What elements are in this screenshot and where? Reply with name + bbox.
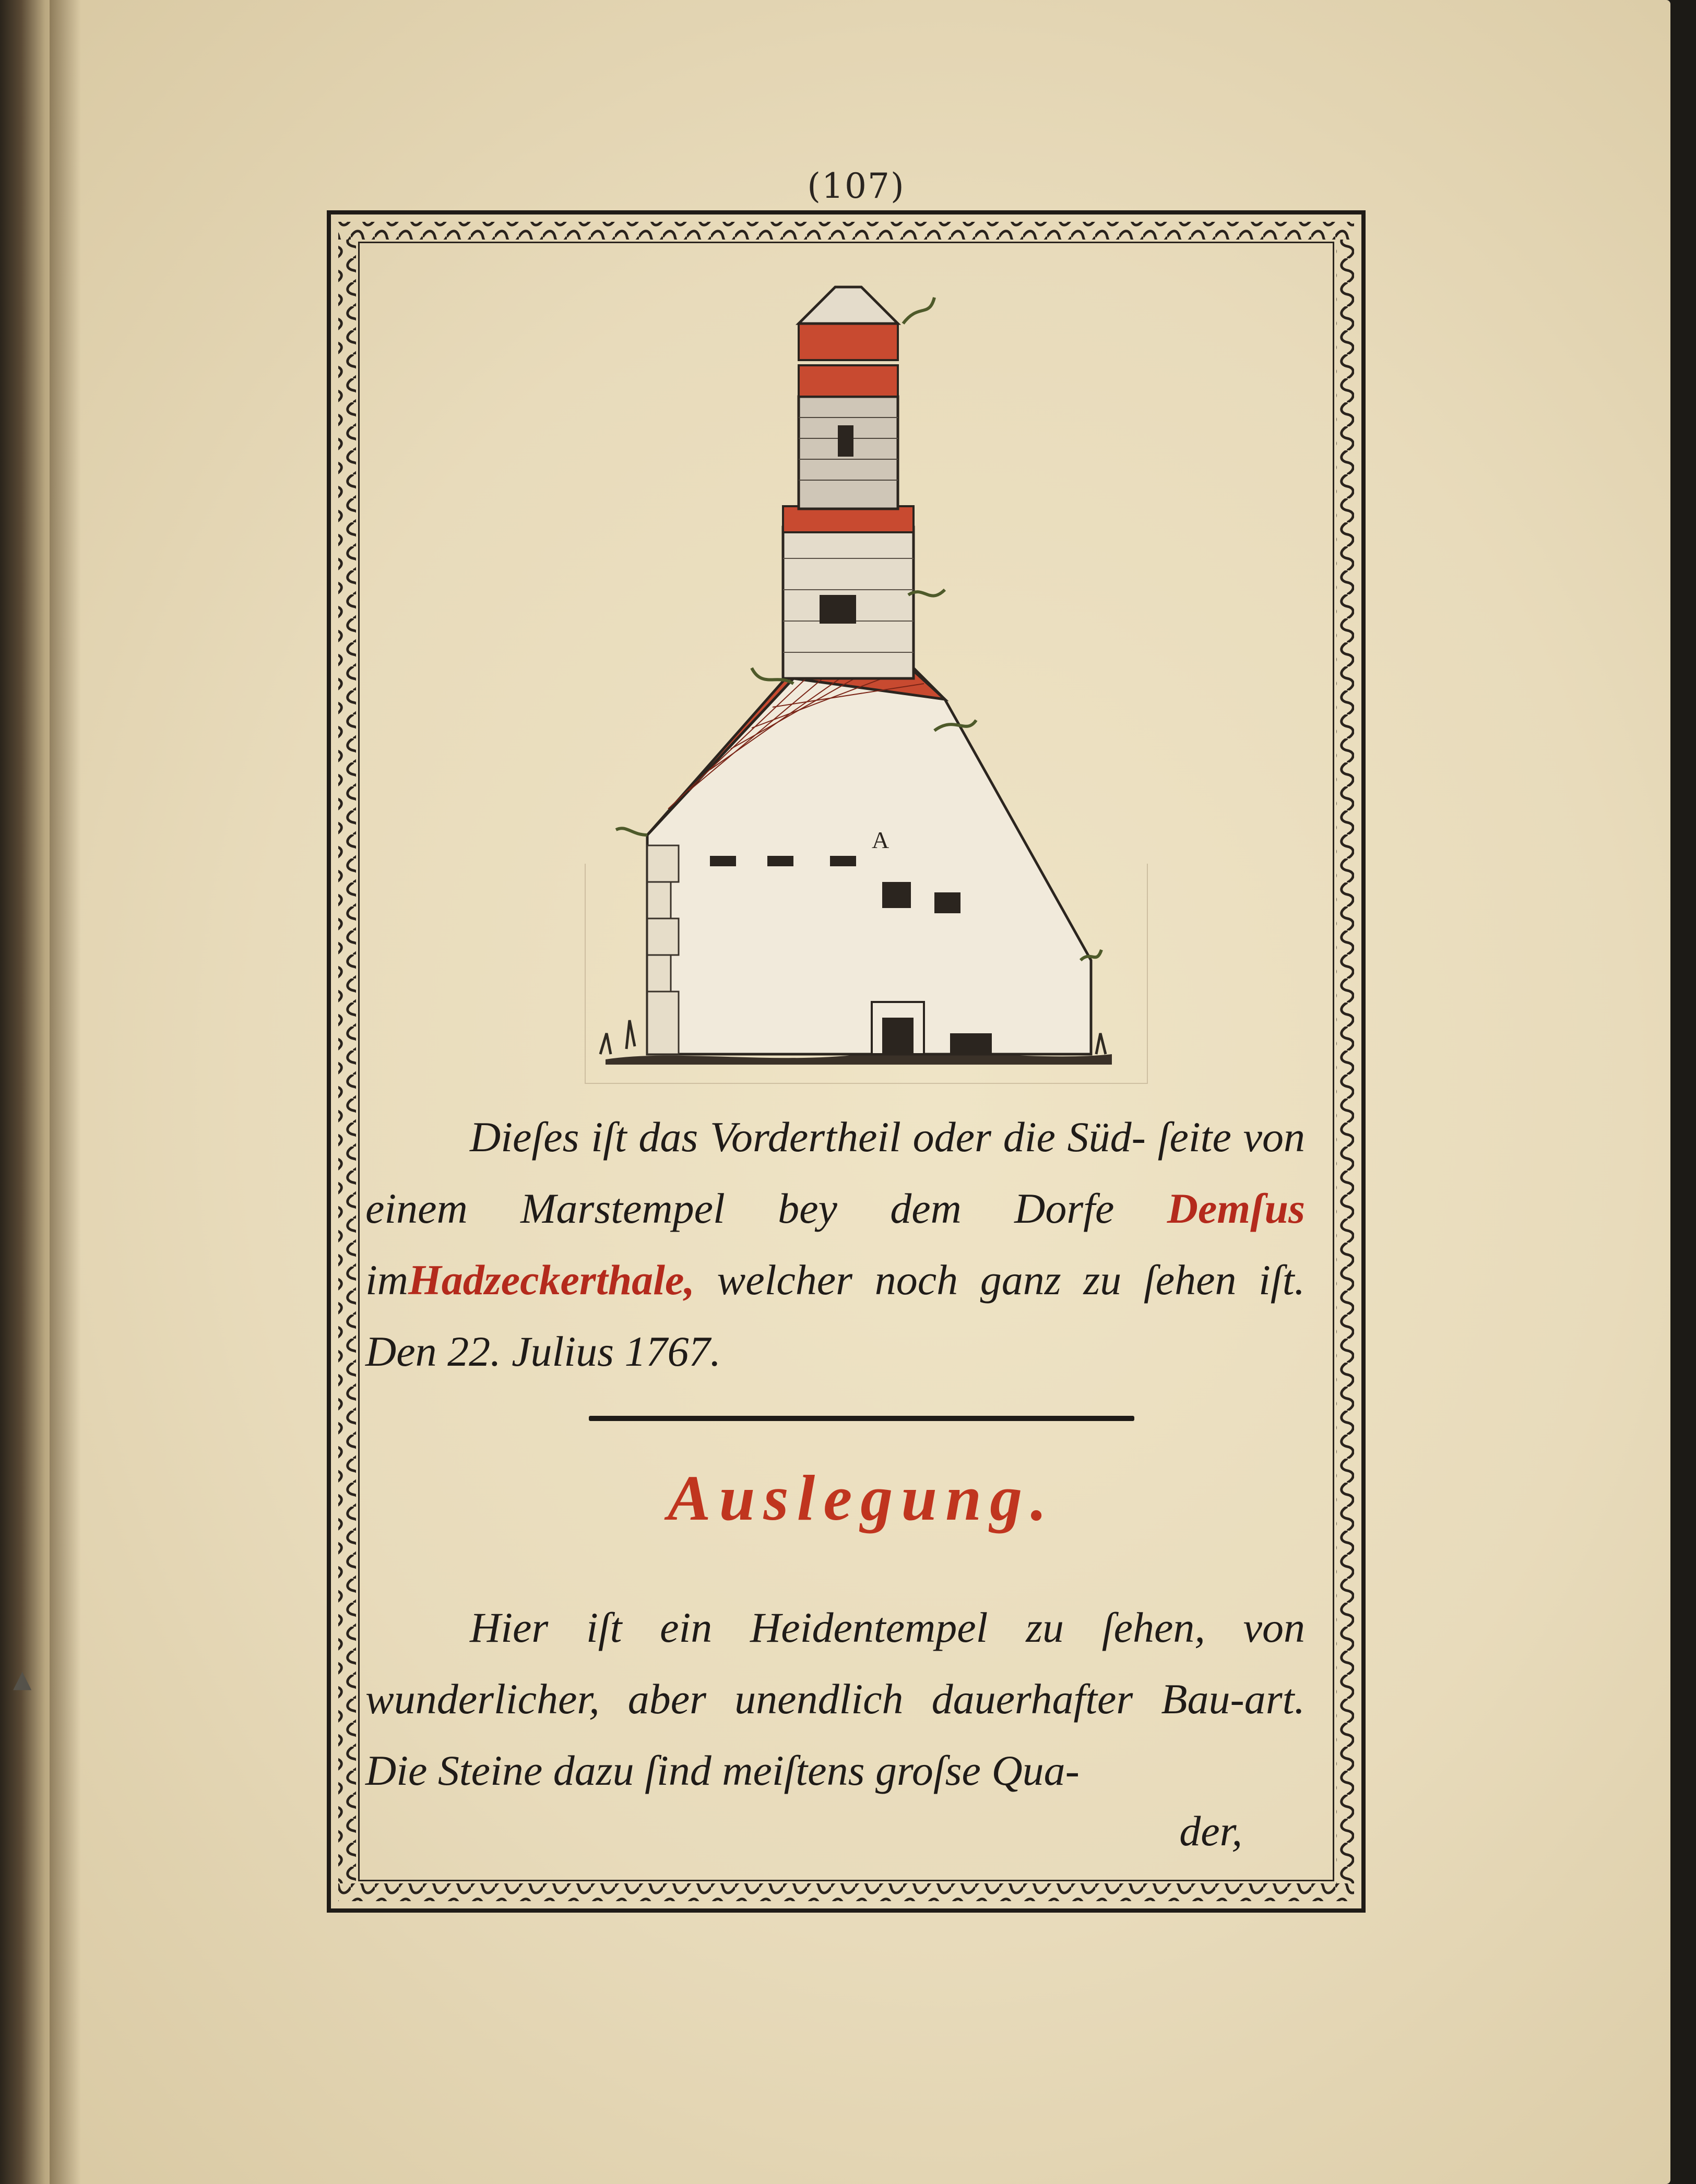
plate-caption [365, 1101, 1305, 1387]
body-paragraph [365, 1592, 1305, 1806]
section-divider [589, 1416, 1134, 1421]
plate-label: A [872, 827, 889, 853]
catchword: der, [1179, 1807, 1242, 1855]
left-edge-mark-icon: ▲ [13, 1665, 32, 1693]
place-name-hadzeckerthal: Hadzeckerthale, [408, 1256, 695, 1304]
caption-text-1: Dieſes iſt das Vordertheil oder die Süd- ſeite von einem Marstempel bey dem Dorfe [365, 1113, 1305, 1232]
caption-connector: im [365, 1256, 408, 1304]
place-name-demsus: Demſus [1167, 1185, 1305, 1232]
section-heading: Auslegung. [667, 1462, 1055, 1534]
caption-text-2: welcher noch ganz zu ſehen iſt. Den 22. Julius 1767. [365, 1256, 1305, 1375]
temple-engraving [569, 282, 1143, 1091]
page-number: (107) [807, 166, 905, 206]
page-gutter-shadow [50, 0, 81, 2184]
body-text: Hier iſt ein Heidentempel zu ſehen, von wunderlicher, aber unendlich dauerhafter Bau-art. Die Steine dazu ſind meiſtens groſse Qua- [365, 1604, 1305, 1794]
